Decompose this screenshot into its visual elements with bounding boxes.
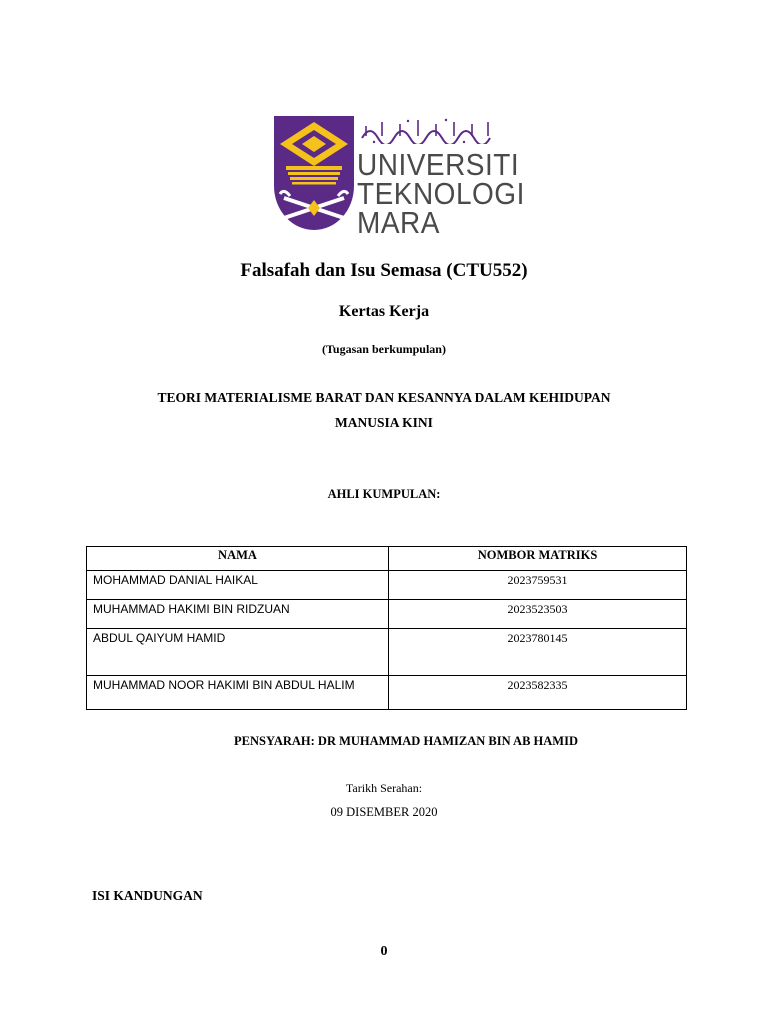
members-table bbox=[86, 546, 687, 710]
submission-date-label: Tarikh Serahan: bbox=[345, 781, 423, 795]
lecturer-name: PENSYARAH: DR MUHAMMAD HAMIZAN BIN AB HAMID bbox=[234, 734, 578, 748]
member-name: ABDUL QAIYUM HAMID bbox=[87, 629, 389, 676]
document-type: Kertas Kerja bbox=[338, 303, 430, 320]
member-matrik: 2023780145 bbox=[389, 629, 687, 676]
table-row bbox=[87, 629, 687, 676]
table-row bbox=[87, 600, 687, 629]
assignment-note: (Tugasan berkumpulan) bbox=[322, 342, 446, 356]
university-name-line1: UNIVERSITI bbox=[357, 147, 520, 182]
member-matrik: 2023582335 bbox=[389, 676, 687, 710]
members-heading: AHLI KUMPULAN: bbox=[327, 487, 441, 501]
uitm-crest-icon bbox=[272, 114, 356, 232]
member-name: MUHAMMAD NOOR HAKIMI BIN ABDUL HALIM bbox=[87, 676, 389, 710]
header-name: NAMA bbox=[87, 547, 389, 571]
table-header-row bbox=[87, 547, 687, 571]
topic-line1: TEORI MATERIALISME BARAT DAN KESANNYA DALAM KEHIDUPAN bbox=[157, 390, 611, 405]
table-row bbox=[87, 571, 687, 600]
toc-heading: ISI KANDUNGAN bbox=[92, 888, 203, 903]
page-number: 0 bbox=[380, 944, 388, 959]
course-title: Falsafah dan Isu Semasa (CTU552) bbox=[240, 260, 528, 281]
table-row bbox=[87, 676, 687, 710]
submission-date: 09 DISEMBER 2020 bbox=[330, 805, 438, 819]
member-matrik: 2023523503 bbox=[389, 600, 687, 629]
university-name-line3: MARA bbox=[357, 206, 440, 240]
university-name bbox=[357, 147, 525, 240]
member-name: MOHAMMAD DANIAL HAIKAL bbox=[87, 571, 389, 600]
member-name: MUHAMMAD HAKIMI BIN RIDZUAN bbox=[87, 600, 389, 629]
header-matrik: NOMBOR MATRIKS bbox=[389, 547, 687, 571]
member-matrik: 2023759531 bbox=[389, 571, 687, 600]
university-name-line2: TEKNOLOGI bbox=[357, 177, 525, 211]
topic-line2: MANUSIA KINI bbox=[335, 415, 433, 430]
